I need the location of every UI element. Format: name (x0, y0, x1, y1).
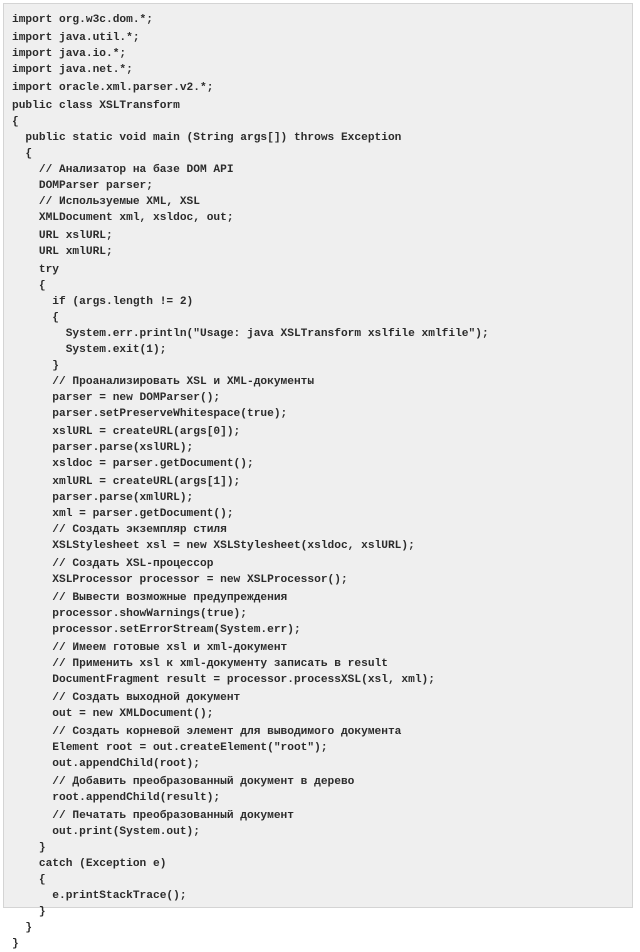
code-line: } (12, 906, 46, 918)
code-line: xslURL = createURL(args[0]); (12, 426, 241, 438)
code-line: } (12, 360, 59, 372)
code-line: // Создать выходной документ (12, 692, 241, 704)
code-line: // Проанализировать XSL и XML-документы (12, 376, 315, 388)
code-line: // Анализатор на базе DOM API (12, 164, 234, 176)
code-line: DOMParser parser; (12, 180, 153, 192)
code-line: } (12, 922, 33, 934)
code-line: import org.w3c.dom.*; (12, 14, 153, 26)
code-line: XMLDocument xml, xsldoc, out; (12, 212, 234, 224)
code-line: // Добавить преобразованный документ в дерево (12, 776, 355, 788)
code-line: // Используемые XML, XSL (12, 196, 200, 208)
code-line: public class XSLTransform (12, 100, 180, 112)
code-line: out.print(System.out); (12, 826, 200, 838)
code-line: XSLStylesheet xsl = new XSLStylesheet(xsldoc, xslURL); (12, 540, 415, 552)
code-line: processor.setErrorStream(System.err); (12, 624, 301, 636)
code-line: } (12, 842, 46, 854)
code-line: xml = parser.getDocument(); (12, 508, 234, 520)
code-listing (12, 12, 632, 952)
code-line: { (12, 874, 46, 886)
code-line: root.appendChild(result); (12, 792, 221, 804)
code-line: Element root = out.createElement("root"); (12, 742, 328, 754)
code-line: DocumentFragment result = processor.processXSL(xsl, xml); (12, 674, 435, 686)
code-line: // Вывести возможные предупреждения (12, 592, 288, 604)
code-line: public static void main (String args[]) throws Exception (12, 132, 402, 144)
code-line: URL xmlURL; (12, 246, 113, 258)
code-line: processor.showWarnings(true); (12, 608, 247, 620)
code-line: // Создать XSL-процессор (12, 558, 214, 570)
code-line: // Создать корневой элемент для выводимого документа (12, 726, 402, 738)
code-line: { (12, 148, 33, 160)
code-line: catch (Exception e) (12, 858, 167, 870)
code-line: // Печатать преобразованный документ (12, 810, 294, 822)
code-line: import java.net.*; (12, 64, 133, 76)
code-line: import java.io.*; (12, 48, 127, 60)
code-line: { (12, 312, 59, 324)
code-line: // Создать экземпляр стиля (12, 524, 227, 536)
code-line: parser.parse(xmlURL); (12, 492, 194, 504)
code-line: System.err.println("Usage: java XSLTransform xslfile xmlfile"); (12, 328, 489, 340)
code-line: } (12, 938, 19, 950)
code-line: try (12, 264, 59, 276)
code-listing-box (3, 3, 633, 950)
code-line: xmlURL = createURL(args[1]); (12, 476, 241, 488)
code-line: parser = new DOMParser(); (12, 392, 221, 404)
code-line: parser.setPreserveWhitespace(true); (12, 408, 288, 420)
code-line: import java.util.*; (12, 32, 140, 44)
code-line: // Имеем готовые xsl и xml-документ (12, 642, 288, 654)
code-line: XSLProcessor processor = new XSLProcessor(); (12, 574, 348, 586)
code-line: out = new XMLDocument(); (12, 708, 214, 720)
code-line: parser.parse(xslURL); (12, 442, 194, 454)
code-line: out.appendChild(root); (12, 758, 200, 770)
code-line: e.printStackTrace(); (12, 890, 187, 902)
code-line: { (12, 280, 46, 292)
code-line: URL xslURL; (12, 230, 113, 242)
code-line: xsldoc = parser.getDocument(); (12, 458, 254, 470)
code-line: { (12, 116, 19, 128)
code-line: if (args.length != 2) (12, 296, 194, 308)
code-line: import oracle.xml.parser.v2.*; (12, 82, 214, 94)
code-line: System.exit(1); (12, 344, 167, 356)
code-line: // Применить xsl к xml-документу записать в result (12, 658, 388, 670)
